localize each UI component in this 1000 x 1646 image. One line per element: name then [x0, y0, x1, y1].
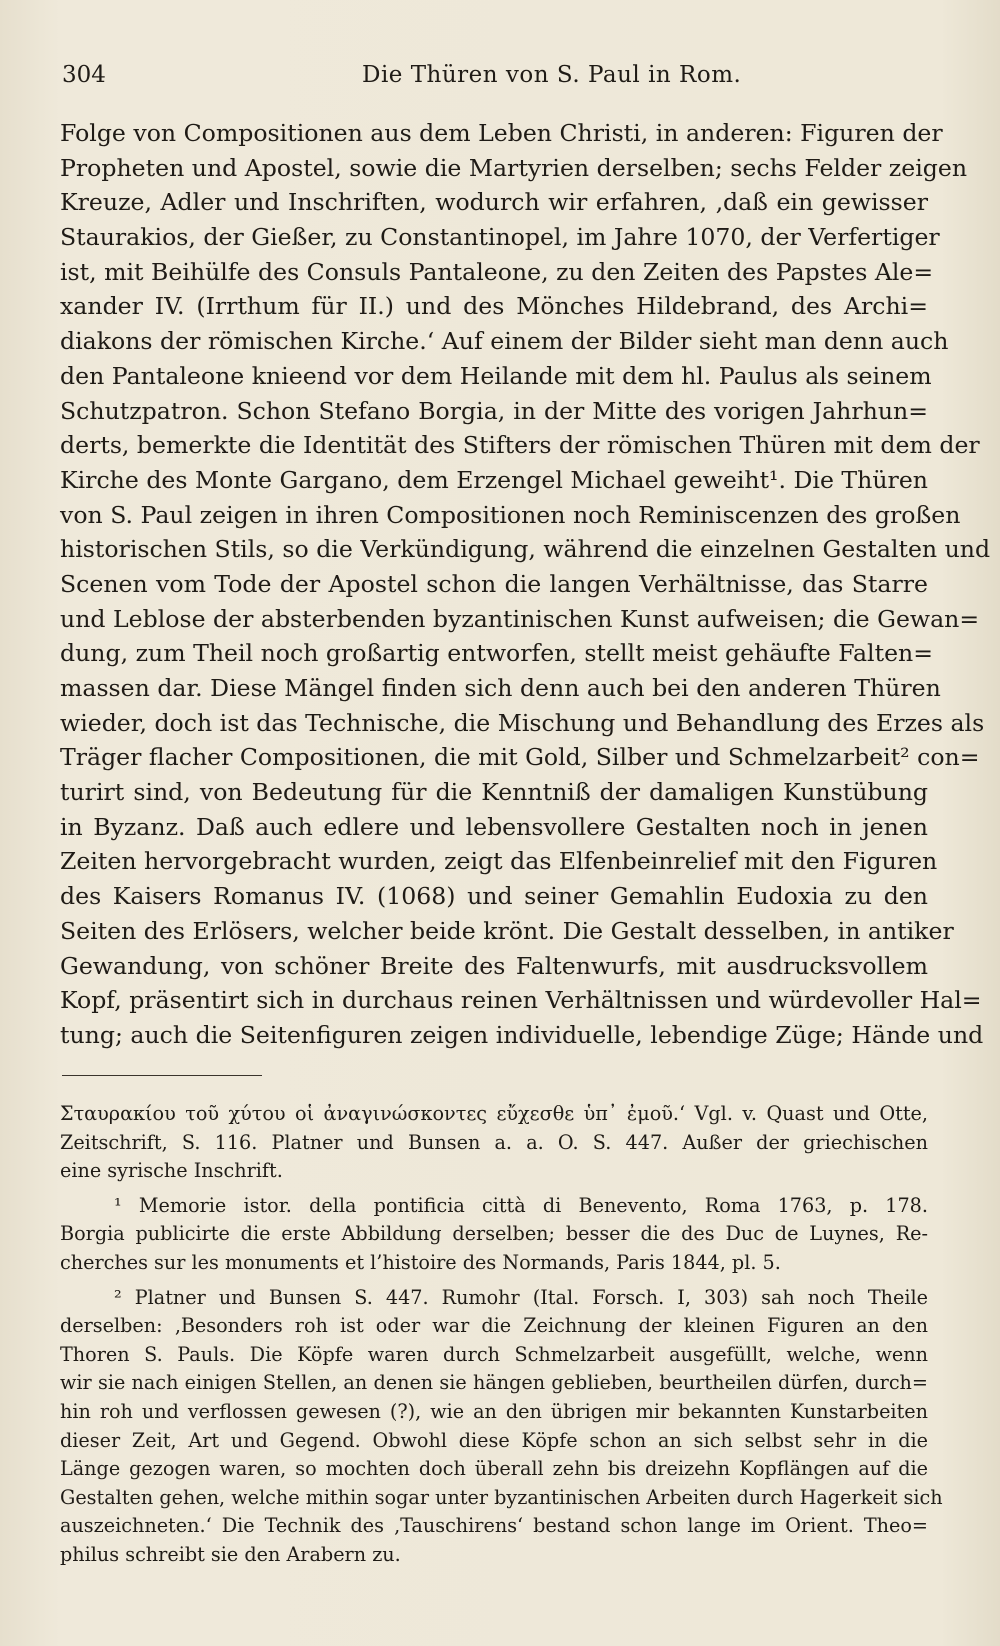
text-line: turirt sind, von Bedeutung für die Kenntniß der damaligen Kunstübung: [60, 778, 928, 807]
text-line: Scenen vom Tode der Apostel schon die langen Verhältnisse, das Starre: [60, 569, 928, 598]
text-line: Folge von Compositionen aus dem Leben Christi, in anderen: Figuren der: [60, 119, 943, 147]
footnote-line: wir sie nach einigen Stellen, an denen sie hängen geblieben, beurtheilen dürfen, durch=: [60, 1371, 928, 1395]
main-text: [60, 116, 991, 1053]
footnote-separator: [62, 1075, 262, 1076]
text-line: xander IV. (Irrthum für II.) und des Mönches Hildebrand, des Archi=: [60, 292, 928, 321]
footnote-line: Σταυρακίου τοῦ χύτου οἱ ἀναγινώσκοντες εὔχεσθε ὑπ᾽ ἐμοῦ.‘ Vgl. v. Quast und Otte,: [60, 1102, 928, 1125]
text-line: Träger flacher Compositionen, die mit Gold, Silber und Schmelzarbeit² con=: [60, 743, 980, 772]
text-line: Propheten und Apostel, sowie die Martyrien derselben; sechs Felder zeigen: [60, 153, 968, 182]
running-head: [62, 56, 942, 96]
text-line: Schutzpatron. Schon Stefano Borgia, in der Mitte des vorigen Jahrhun=: [60, 396, 928, 425]
footnote-line: Zeitschrift, S. 116. Platner und Bunsen a. a. O. S. 447. Außer der griechischen: [60, 1130, 928, 1154]
text-line: des Kaisers Romanus IV. (1068) und seiner Gemahlin Eudoxia zu den: [60, 882, 928, 911]
text-line: tung; auch die Seitenfiguren zeigen individuelle, lebendige Züge; Hände und: [60, 1020, 984, 1049]
text-line: historischen Stils, so die Verkündigung, während die einzelnen Gestalten und: [60, 535, 991, 564]
footnote-line: ¹ Memorie istor. della pontificia città di Benevento, Roma 1763, p. 178.: [114, 1193, 928, 1217]
text-line: massen dar. Diese Mängel finden sich denn auch bei den anderen Thüren: [60, 674, 941, 702]
text-line: Staurakios, der Gießer, zu Constantinopel, im Jahre 1070, der Verfertiger: [60, 223, 940, 252]
page-number: 304: [62, 62, 106, 88]
text-line: wieder, doch ist das Technische, die Mischung und Behandlung des Erzes als: [60, 708, 985, 737]
text-line: in Byzanz. Daß auch edlere und lebensvollere Gestalten noch in jenen: [60, 812, 928, 841]
text-line: Gewandung, von schöner Breite des Faltenwurfs, mit ausdrucksvollem: [60, 951, 928, 980]
text-line: ist, mit Beihülfe des Consuls Pantaleone, zu den Zeiten des Papstes Ale=: [60, 257, 934, 286]
text-line: derts, bemerkte die Identität des Stifters der römischen Thüren mit dem der: [60, 431, 980, 460]
text-line: Kopf, präsentirt sich in durchaus reinen Verhältnissen und würdevoller Hal=: [60, 986, 982, 1015]
footnote-line: hin roh und verflossen gewesen (?), wie an den übrigen mir bekannten Kunstarbeiten: [60, 1399, 928, 1423]
text-line: Kirche des Monte Gargano, dem Erzengel Michael geweiht¹. Die Thüren: [60, 465, 928, 494]
footnote-line: dieser Zeit, Art und Gegend. Obwohl diese Köpfe schon an sich selbst sehr in die: [60, 1428, 928, 1452]
footnote-line: Thoren S. Pauls. Die Köpfe waren durch Schmelzarbeit ausgefüllt, welche, wenn: [60, 1342, 928, 1366]
footnote-line: auszeichneten.‘ Die Technik des ‚Tauschirens‘ bestand schon lange im Orient. Theo=: [60, 1514, 928, 1538]
footnote-line: Borgia publicirte die erste Abbildung derselben; besser die des Duc de Luynes, Re-: [60, 1222, 928, 1246]
text-line: diakons der römischen Kirche.‘ Auf einem der Bilder sieht man denn auch: [60, 327, 949, 356]
text-line: von S. Paul zeigen in ihren Compositionen noch Reminiscenzen des großen: [60, 500, 961, 529]
footnote-line: ² Platner und Bunsen S. 447. Rumohr (Ital. Forsch. I, 303) sah noch Theile: [114, 1285, 928, 1309]
footnote-line: Gestalten gehen, welche mithin sogar unter byzantinischen Arbeiten durch Hagerkeit sich: [60, 1485, 943, 1509]
footnotes: [60, 1100, 943, 1570]
text-line: den Pantaleone knieend vor dem Heilande mit dem hl. Paulus als seinem: [60, 361, 932, 390]
running-title: Die Thüren von S. Paul in Rom.: [362, 62, 742, 88]
text-line: dung, zum Theil noch großartig entworfen, stellt meist gehäufte Falten=: [60, 639, 934, 668]
text-line: Seiten des Erlösers, welcher beide krönt. Die Gestalt desselben, in antiker: [60, 916, 954, 945]
footnote-line: eine syrische Inschrift.: [60, 1159, 283, 1183]
text-line: und Leblose der absterbenden byzantinischen Kunst aufweisen; die Gewan=: [60, 604, 980, 633]
footnote-line: Länge gezogen waren, so mochten doch überall zehn bis dreizehn Kopflängen auf die: [60, 1457, 928, 1481]
footnote-line: cherches sur les monuments et l’histoire des Normands, Paris 1844, pl. 5.: [60, 1250, 781, 1274]
footnote-line: derselben: ‚Besonders roh ist oder war die Zeichnung der kleinen Figuren an den: [60, 1314, 928, 1338]
footnote-line: philus schreibt sie den Arabern zu.: [60, 1542, 401, 1566]
text-line: Kreuze, Adler und Inschriften, wodurch wir erfahren, ‚daß ein gewisser: [60, 188, 928, 217]
text-line: Zeiten hervorgebracht wurden, zeigt das Elfenbeinrelief mit den Figuren: [60, 847, 938, 876]
